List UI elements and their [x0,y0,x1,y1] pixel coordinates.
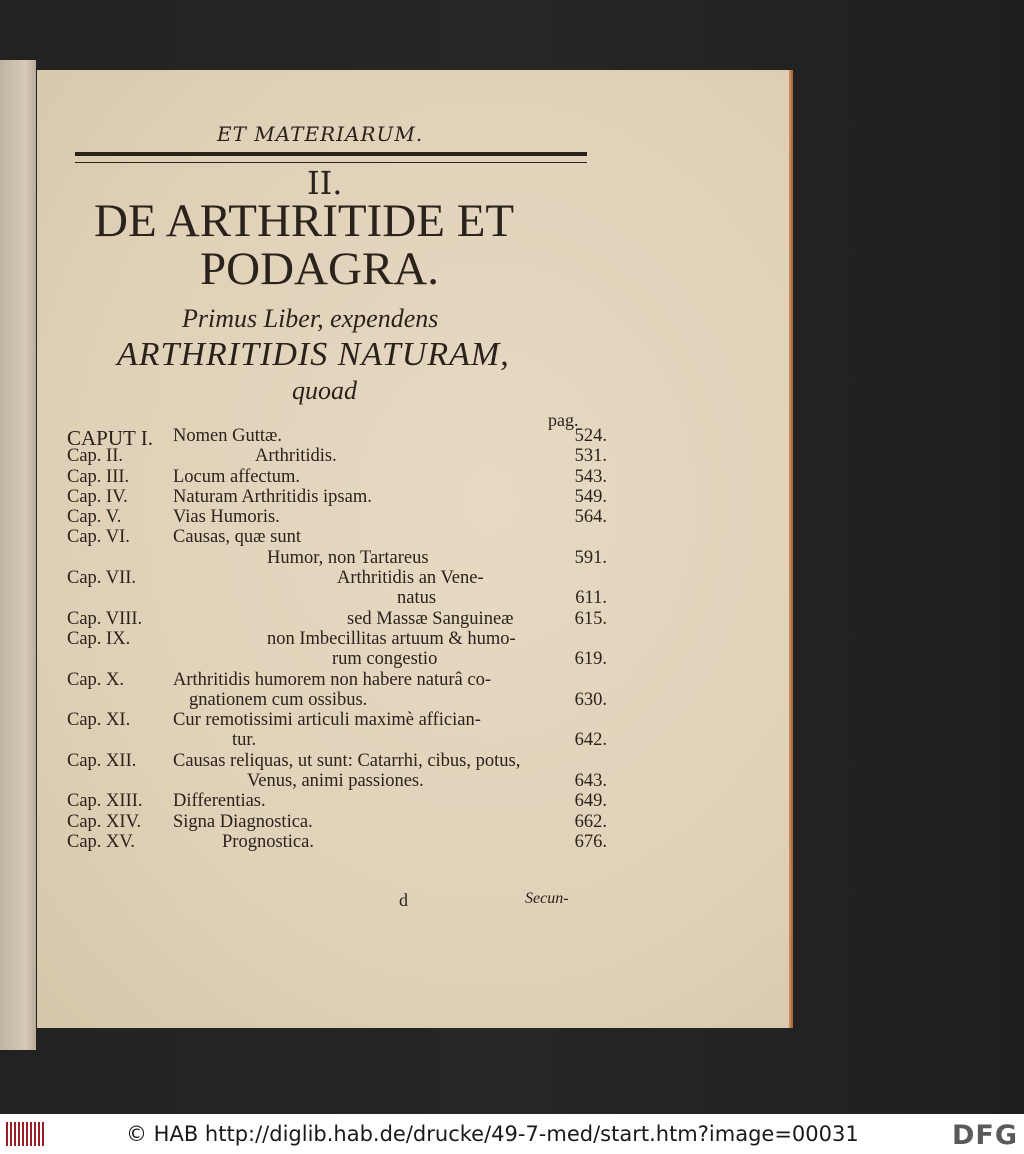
toc-row [67,771,607,791]
toc-page-number: 649. [574,791,607,812]
toc-chapter-label: Cap. III. [67,466,130,487]
running-head: ET MATERIARUM. [217,122,424,146]
toc-entry-text: Prognostica. [222,831,314,852]
toc-entry-text: Humor, non Tartareus [267,547,429,568]
hab-logo-icon [6,1122,46,1146]
toc-page-number: 630. [574,689,607,710]
toc-page-number: 531. [574,446,607,467]
toc-chapter-label: Cap. XII. [67,750,137,771]
toc-row [67,588,607,608]
toc-page-number: 564. [574,507,607,528]
toc-row [67,446,607,466]
toc-page-number: 676. [574,831,607,852]
toc-entry-text: Cur remotissimi articuli maximè affician- [173,710,481,731]
toc-chapter-label: Cap. X. [67,669,125,690]
toc-entry-text: Venus, animi passiones. [247,771,424,792]
toc-row [67,730,607,750]
toc-entry-text: Vias Humoris. [173,507,280,528]
toc-row [67,832,607,852]
toc-chapter-label: Cap. XV. [67,831,136,852]
toc-entry-text: rum congestio [332,649,438,670]
toc-page-number: 591. [574,547,607,568]
toc-chapter-label: Cap. II. [67,446,123,467]
toc-chapter-label: Cap. XIII. [67,791,143,812]
title-line-2: PODAGRA. [200,243,439,295]
toc-page-number: 643. [574,771,607,792]
book-page [37,70,789,1028]
toc-entry-text: Causas, quæ sunt [173,527,301,548]
toc-row [67,751,607,771]
toc-entry-text: Arthritidis. [255,446,337,467]
toc-chapter-label: Cap. V. [67,507,122,528]
toc-row [67,670,607,690]
subtitle-line-3: quoad [292,376,357,405]
adjacent-page-edge [0,60,36,1050]
title-line-1: DE ARTHRITIDE ET [94,195,515,247]
toc-entry-text: Signa Diagnostica. [173,811,313,832]
toc-entry-text: Nomen Guttæ. [173,426,282,446]
toc-entry-text: Naturam Arthritidis ipsam. [173,486,372,507]
signature-mark: d [399,890,408,910]
toc-row [67,467,607,487]
toc-row [67,487,607,507]
toc-entry-text: tur. [232,730,257,751]
toc-page-number: 615. [574,608,607,629]
toc-page-number: 619. [574,649,607,670]
toc-row [67,791,607,811]
subtitle-line-2: ARTHRITIDIS NATURAM, [117,336,510,373]
toc-page-number: 611. [575,588,607,609]
toc-chapter-label: Cap. VII. [67,568,137,589]
toc-entry-text: Arthritidis an Vene- [337,568,484,589]
toc-chapter-label: Cap. IX. [67,628,131,649]
toc-entry-text: Causas reliquas, ut sunt: Catarrhi, cibus, potus, [173,750,521,771]
toc-row [67,568,607,588]
toc-entry-text: sed Massæ Sanguineæ [347,608,514,629]
table-of-contents [67,426,607,852]
toc-entry-text: gnationem cum ossibus. [189,689,368,710]
catchword: Secun- [525,890,569,907]
toc-row [67,527,607,547]
toc-row [67,690,607,710]
toc-entry-text: Locum affectum. [173,466,301,487]
toc-row [67,609,607,629]
toc-row [67,649,607,669]
toc-row [67,629,607,649]
toc-chapter-label: Cap. VIII. [67,608,143,629]
toc-page-number: 662. [574,811,607,832]
toc-row [67,548,607,568]
toc-row [67,507,607,527]
toc-entry-text: Differentias. [173,791,266,812]
section-numeral: II. [307,164,343,202]
toc-page-number: 549. [574,486,607,507]
toc-entry-text: natus [397,588,437,609]
toc-entry-text: Arthritidis humorem non habere naturâ co- [173,669,491,690]
toc-chapter-label: Cap. IV. [67,486,128,507]
toc-entry-text: non Imbecillitas artuum & humo- [267,628,516,649]
toc-row [67,812,607,832]
viewer-footer-bar [0,1114,1024,1154]
toc-chapter-label: CAPUT I. [67,426,153,450]
dfg-logo: DFG [951,1120,1018,1151]
toc-chapter-label: Cap. XI. [67,710,131,731]
toc-chapter-label: Cap. XIV. [67,811,142,832]
toc-row [67,710,607,730]
toc-row [67,426,607,450]
toc-chapter-label: Cap. VI. [67,527,130,548]
subtitle-line-1: Primus Liber, expendens [182,304,439,333]
page-column-header: pag. [548,410,579,430]
ornamental-rule [75,152,587,163]
toc-page-number: 543. [574,466,607,487]
toc-page-number: 642. [574,730,607,751]
copyright-link[interactable]: © HAB http://diglib.hab.de/drucke/49-7-med/start.htm?image=00031 [126,1122,859,1146]
toc-page-number: 524. [574,426,607,446]
